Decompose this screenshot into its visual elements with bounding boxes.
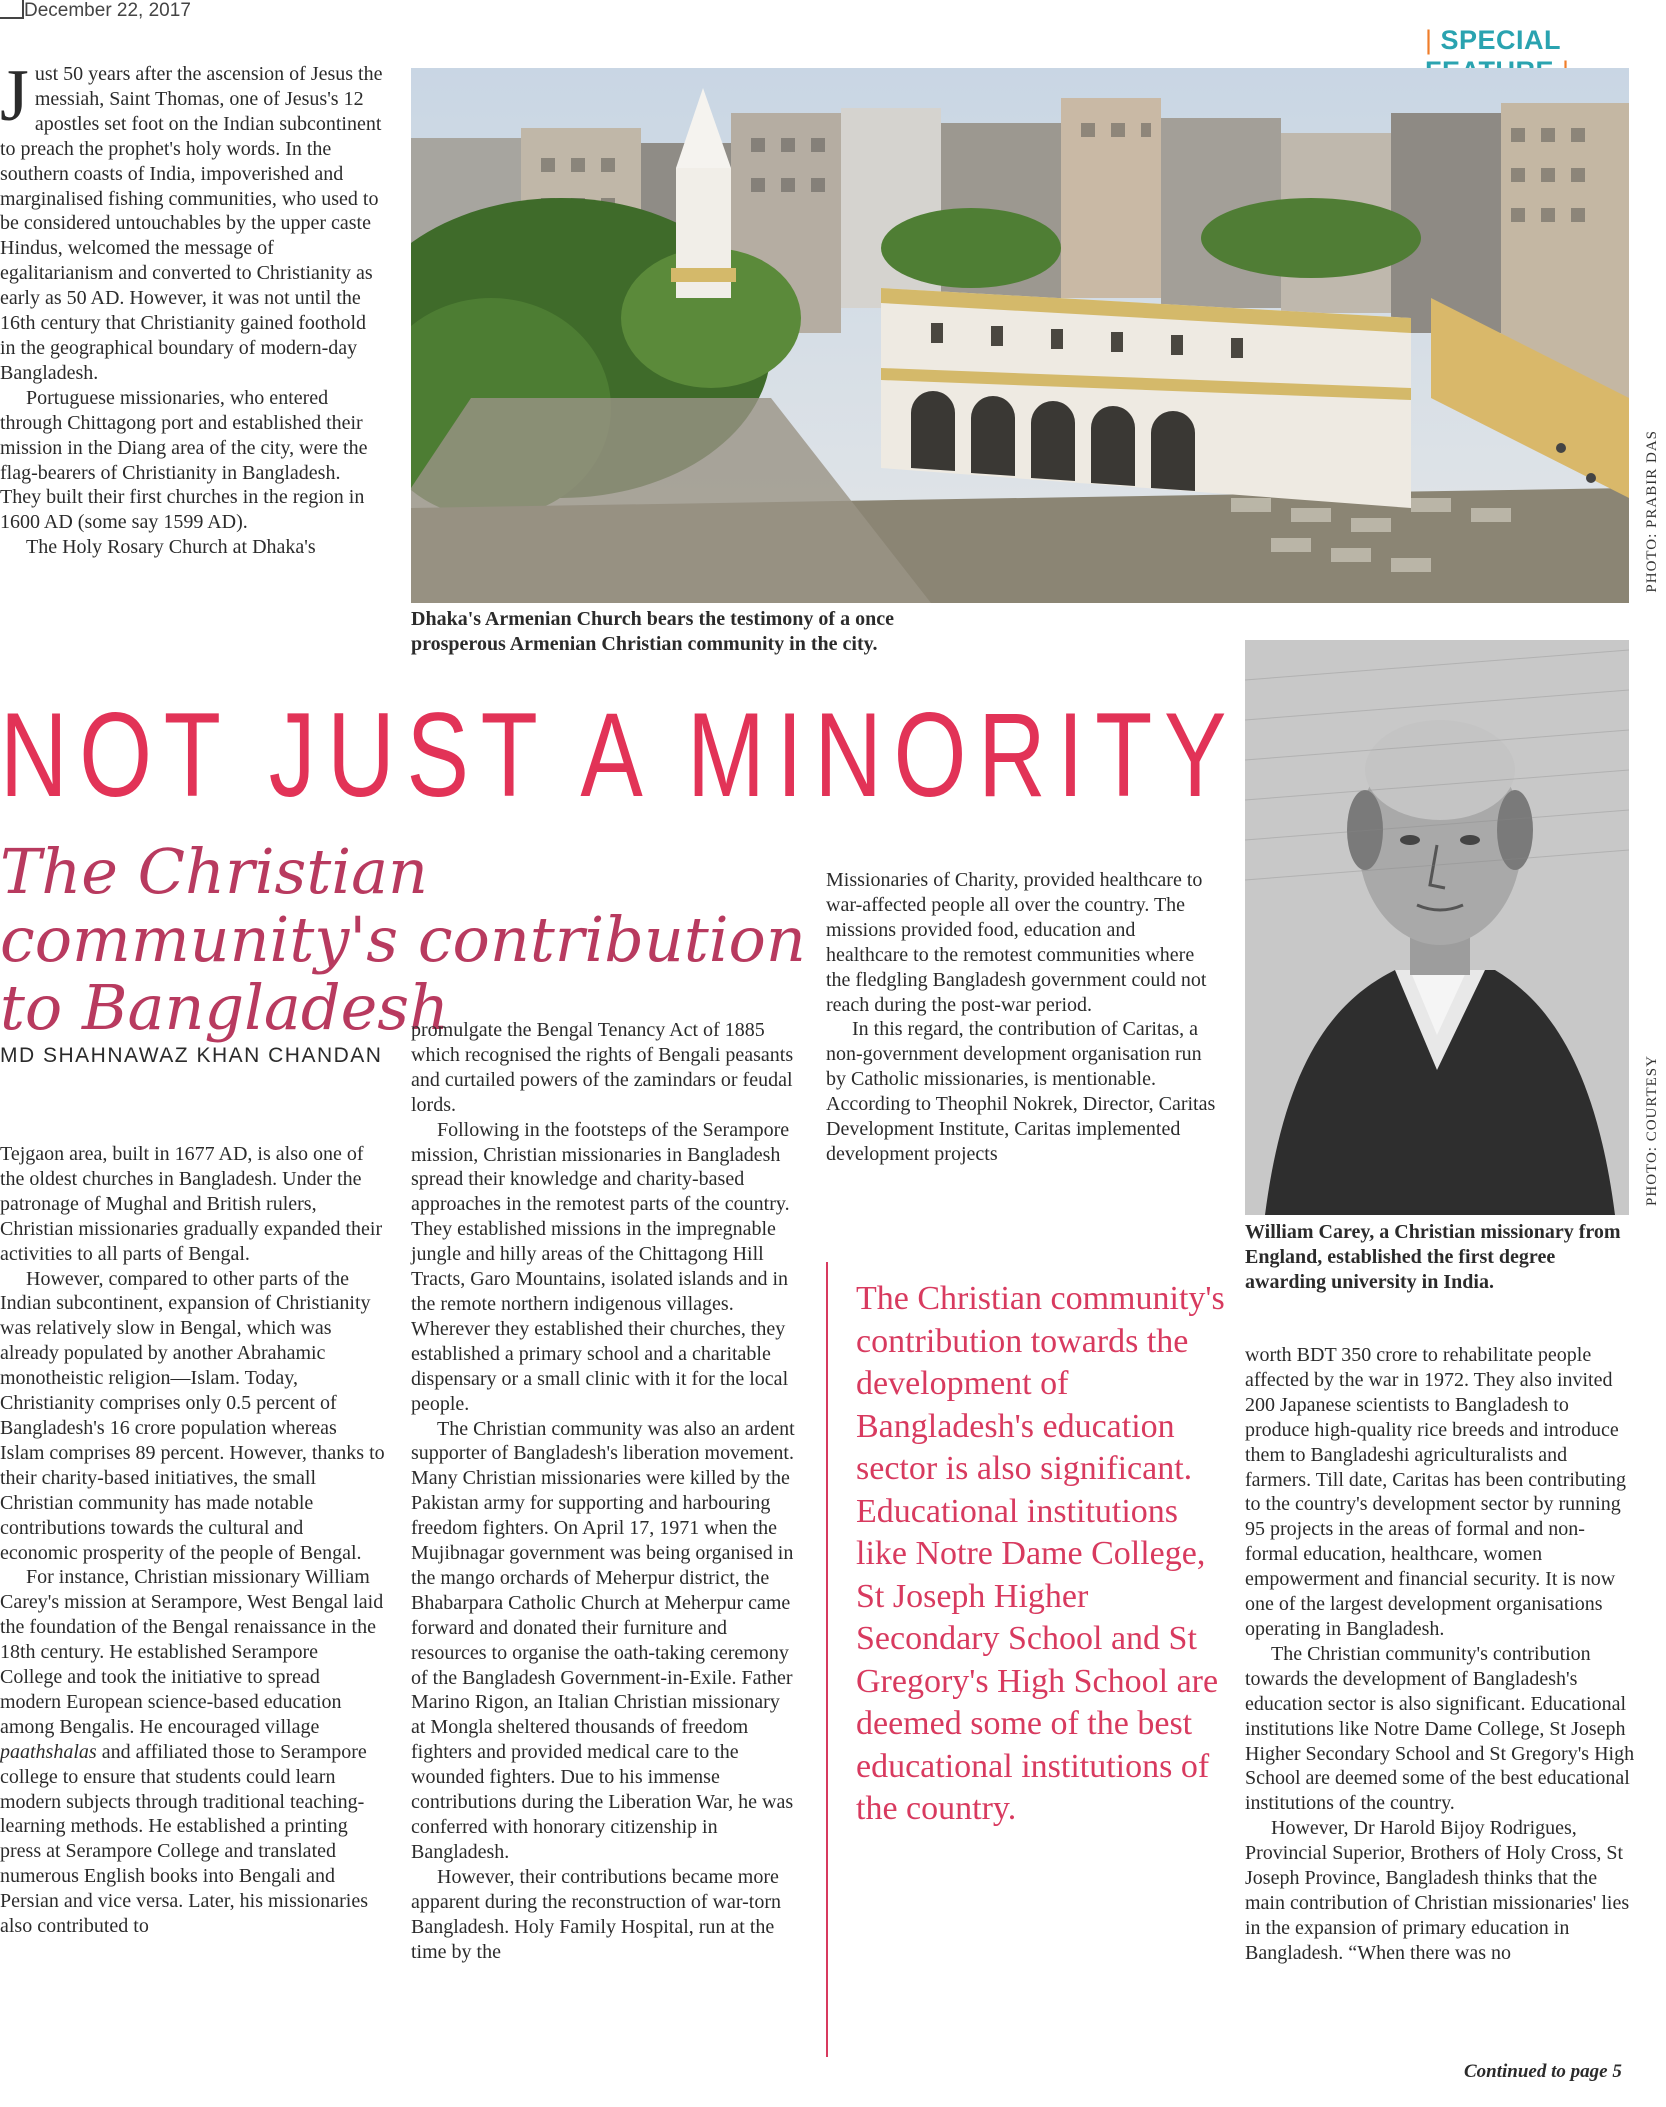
headline: NOT JUST A MINORITY xyxy=(0,688,1239,822)
article-column-3 xyxy=(826,868,1216,1167)
article-column-2 xyxy=(411,1018,796,1964)
byline: MD SHAHNAWAZ KHAN CHANDAN xyxy=(0,1044,383,1067)
drop-cap: J xyxy=(0,55,29,137)
section-label-text: SPECIAL xyxy=(1440,25,1561,55)
paragraph: However, compared to other parts of the Indian subcontinent, expansion of Christianity was relatively slow in Bengal, which was already populated by another Abrahamic monotheistic religion—Islam. Today, Christianity comprises only 0.5 percent of Bangladesh's 16 crore population whereas Islam comprises 89 percent. However, thanks to their charity-based initiatives, the small Christian community has made notable contributions towards the cultural and economic prosperity of the people of Bengal. xyxy=(0,1267,385,1564)
paragraph: The Christian community's contribution towards the development of Bangladesh's education sector is also significant. Educational institutions like Notre Dame College, St Joseph Higher Secondary School and St Gregory's High School are deemed some of the best educational institutions of the country. xyxy=(1245,1642,1635,1815)
paragraph: Following in the footsteps of the Serampore mission, Christian missionaries in Bangladesh spread their knowledge and charity-based approaches in the remotest parts of the country. They established missions in the impregnable jungle and hilly areas of the Chittagong Hill Tracts, Garo Mountains, isolated islands and in the remote northern indigenous villages. Wherever they established their churches, they established a primary school and a charitable dispensary or a small clinic with it for the local people. xyxy=(411,1118,790,1415)
paragraph: Missionaries of Charity, provided healthcare to war-affected people all over the country. The missions provided food, education and healthcare to the remotest communities where the fledgling Bangladesh government could not reach during the post-war period. xyxy=(826,869,1207,1016)
paragraph: The Holy Rosary Church at Dhaka's xyxy=(26,536,316,559)
photo-credit: PHOTO: COURTESY xyxy=(1644,1055,1660,1206)
armenian-church-photo xyxy=(411,68,1629,603)
photo-caption: Dhaka's Armenian Church bears the testimony of a once prosperous Armenian Christian community in the city. xyxy=(411,608,894,655)
paragraph: However, their contributions became more apparent during the reconstruction of war-torn Bangladesh. Holy Family Hospital, run at the time by the xyxy=(411,1865,782,1963)
paragraph: promulgate the Bengal Tenancy Act of 1885 which recognised the rights of Bengali peasants and curtailed powers of the zamindars or feudal lords. xyxy=(411,1019,794,1116)
paragraph: worth BDT 350 crore to rehabilitate people affected by the war in 1972. They also invited 200 Japanese scientists to Bangladesh to produce high-quality rice breeds and introduce them to Bangladeshi agriculturalists and farmers. Till date, Caritas has been contributing to the country's development sector by running 95 projects in the areas of formal and non-formal education, healthcare, women empowerment and financial security. It is now one of the largest development organisations operating in Bangladesh. xyxy=(1245,1344,1627,1640)
church-illustration xyxy=(411,68,1629,603)
paragraph: However, Dr Harold Bijoy Rodrigues, Provincial Superior, Brothers of Holy Cross, St Joseph Province, Bangladesh thinks that the main contribution of Christian missionaries' lies in the expansion of primary education in Bangladesh. “When there was no xyxy=(1245,1817,1630,1964)
photo-caption: William Carey, a Christian missionary from England, established the first degree awarding university in India. xyxy=(1245,1221,1621,1293)
william-carey-portrait xyxy=(1245,640,1629,1215)
paragraph xyxy=(0,1565,385,1939)
issue-date: December 22, 2017 xyxy=(24,0,191,21)
paragraph: Portuguese missionaries, who entered through Chittagong port and established their mission in the Diang area of the city, were the flag-bearers of Christianity in Bangladesh. They built their first churches in the region in 1600 AD (some say 1599 AD). xyxy=(0,386,368,534)
paragraph: In this regard, the contribution of Caritas, a non-government development organisation run by Catholic missionaries, is mentionable. According to Theophil Nokrek, Director, Caritas Development Institute, Caritas implemented development projects xyxy=(826,1018,1216,1165)
portrait-illustration xyxy=(1245,640,1629,1215)
pullquote: The Christian community's contribution towards the development of Bangladesh's education sector is also significant. Educational institutions like Notre Dame College, St Joseph Higher Secondary School and St Gregory's High School are deemed some of the best educational institutions of the country. xyxy=(856,1280,1225,1827)
header-rule xyxy=(0,17,24,19)
paragraph: ust 50 years after the ascension of Jesus the messiah, Saint Thomas, one of Jesus's 12 apostles set foot on the Indian subcontinent to preach the prophet's holy words. In the southern coasts of India, impoverished and marginalised fishing communities, who used to be considered untouchables by the upper caste Hindus, welcomed the message of egalitarianism and converted to Christianity as early as 50 AD. However, it was not until the 16th century that Christianity gained foothold in the geographical boundary of modern-day Bangladesh. xyxy=(0,63,383,384)
pullquote-rule xyxy=(826,1262,828,2057)
continued-note[interactable]: Continued to page 5 xyxy=(1464,2061,1622,2082)
photo-credit: PHOTO: PRABIR DAS xyxy=(1644,430,1660,593)
paragraph: The Christian community was also an ardent supporter of Bangladesh's liberation movement. Many Christian missionaries were killed by the Pakistan army for supporting and harbouring freedom fighters. On April 17, 1971 when the Mujibnagar government was being organised in the mango orchards of Meherpur district, the Bhabarpara Catholic Church at Meherpur came forward and donated their furniture and resources to organise the oath-taking ceremony of the Bangladesh Government-in-Exile. Father Marino Rigon, an Italian Christian missionary at Mongla sheltered thousands of freedom fighters and provided medical care to the wounded fighters. Due to his immense contributions during the Liberation War, he was conferred with honorary citizenship in Bangladesh. xyxy=(411,1417,795,1863)
italic-term: paathshalas xyxy=(0,1740,97,1763)
section-label: | SPECIAL xyxy=(1425,25,1666,87)
paragraph-text: For instance, Christian missionary William Carey's mission at Serampore, West Bengal laid the foundation of the Bengal renaissance in the 18th century. He established Serampore College and took the initiative to spread modern European science-based education among Bengalis. He encouraged village xyxy=(0,1566,384,1738)
subheadline: The Christian community's contribution to Bangladesh xyxy=(0,835,806,1044)
paragraph: Tejgaon area, built in 1677 AD, is also one of the oldest churches in Bangladesh. Under the patronage of Mughal and British rulers, Christian missionaries gradually expanded their activities to all parts of Bengal. xyxy=(0,1143,383,1265)
article-column-1 xyxy=(0,1142,385,1939)
paragraph-text: and affiliated those to Serampore college to ensure that students could learn modern subjects through traditional teaching-learning methods. He established a printing press at Serampore College and translated numerous English books into Bengali and Persian and vice versa. Later, his missionaries also contributed to xyxy=(0,1740,368,1938)
article-column-4 xyxy=(1245,1343,1635,1966)
intro-column xyxy=(0,55,385,560)
